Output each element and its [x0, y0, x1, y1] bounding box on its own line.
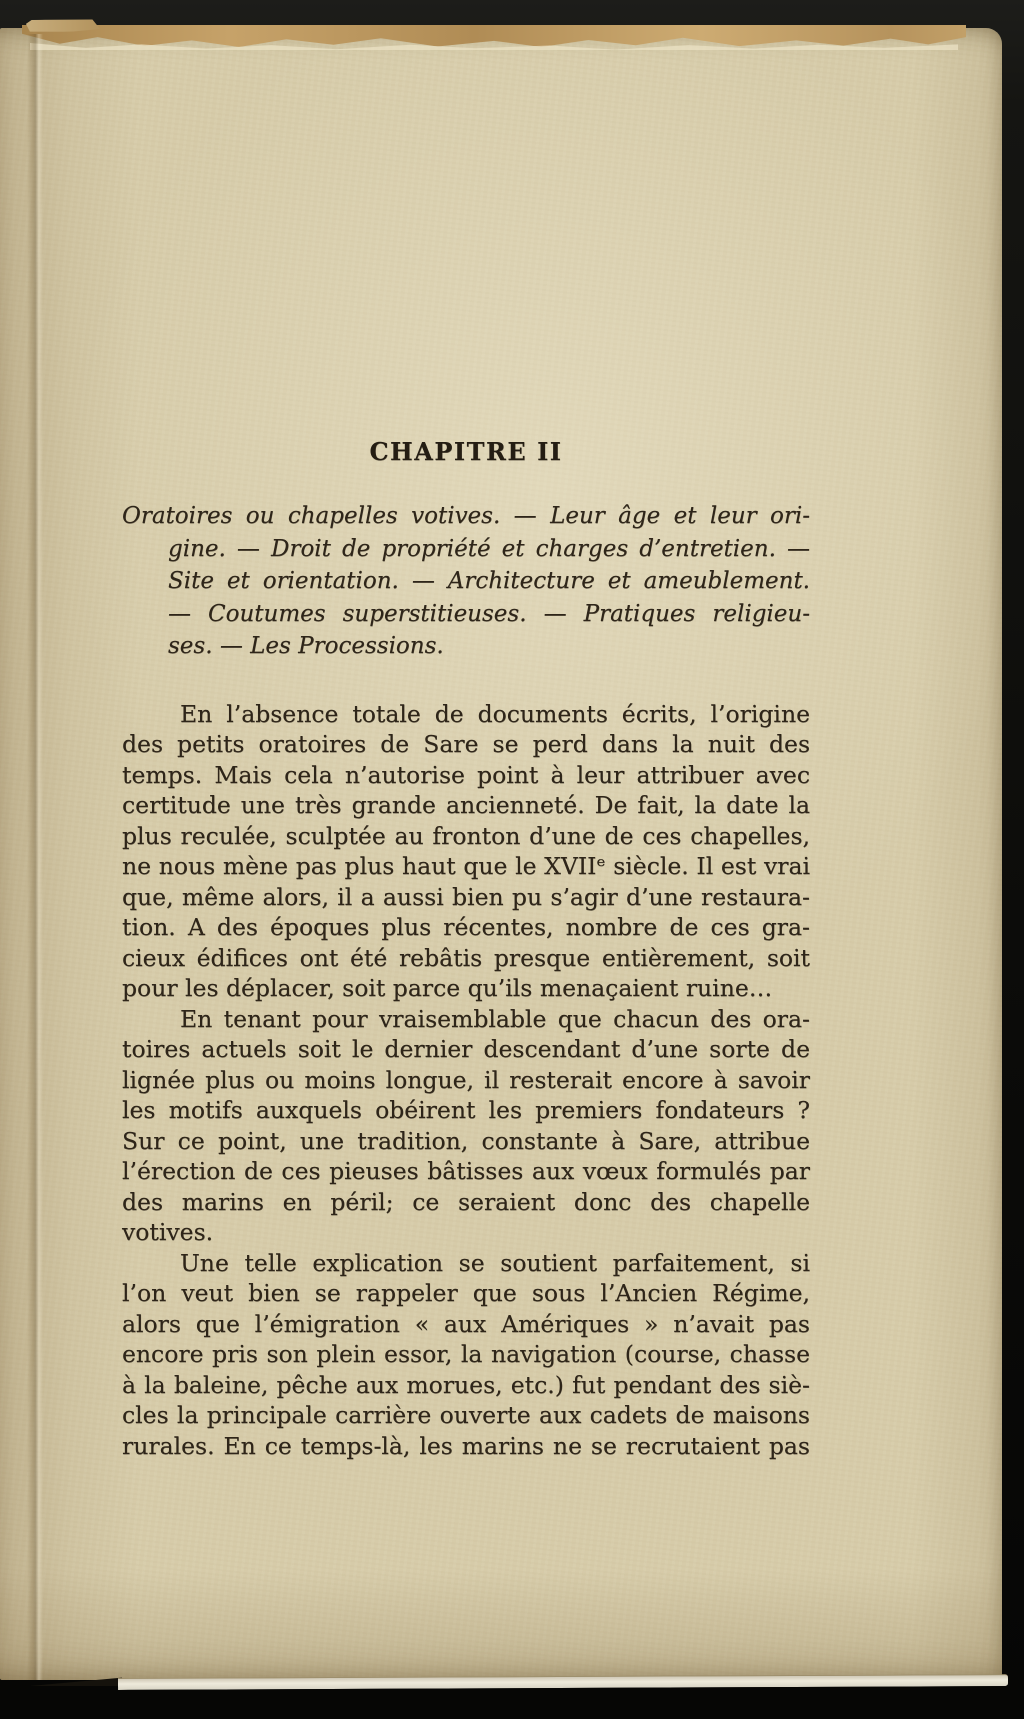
body-line: les motifs auxquels obéirent les premiers fondateurs ?: [122, 1096, 810, 1124]
summary-line: Site et orientation. — Architecture et ameublement.: [168, 568, 810, 594]
gutter-crease: [27, 34, 43, 1680]
torn-top-edge-fibers: [30, 43, 958, 50]
summary-line: — Coutumes superstitieuses. — Pratiques religieu-: [168, 600, 810, 627]
body-line: Sur ce point, une tradition, constante à Sare, attribue: [122, 1126, 810, 1155]
body-line: plus reculée, sculptée au fronton d’une de ces chapelles,: [122, 821, 810, 850]
body-line: rurales. En ce temps-là, les marins ne se recrutaient pas: [122, 1431, 810, 1460]
text-block: [122, 438, 810, 1461]
body-line: pour les déplacer, soit parce qu’ils menaçaient ruine…: [122, 974, 773, 1002]
body-line: alors que l’émigration « aux Amériques » n’avait pas: [122, 1309, 810, 1338]
chapter-heading: CHAPITRE II: [369, 437, 563, 466]
body-line: toires actuels soit le dernier descendant d’une sorte de: [122, 1035, 810, 1063]
body-paragraph: [122, 1248, 810, 1462]
under-page-edge: [118, 1674, 1008, 1690]
summary-line: Oratoires ou chapelles votives. — Leur âge et leur ori-: [122, 503, 810, 529]
body-line: l’on veut bien se rappeler que sous l’Ancien Régime,: [122, 1279, 810, 1307]
body-line: En tenant pour vraisemblable que chacun des ora-: [180, 1004, 810, 1033]
body-line: tion. A des époques plus récentes, nombre de ces gra-: [122, 913, 810, 941]
body-line: temps. Mais cela n’autorise point à leur attribuer avec: [122, 760, 810, 789]
body-line: l’érection de ces pieuses bâtisses aux vœux formulés par: [122, 1157, 810, 1185]
body-line: Une telle explication se soutient parfaitement, si: [180, 1248, 810, 1277]
summary-line: gine. — Droit de propriété et charges d’entretien. —: [168, 535, 810, 562]
body-line: cles la principale carrière ouverte aux cadets de maisons: [122, 1401, 810, 1429]
body-line: lignée plus ou moins longue, il resterait encore à savoir: [122, 1065, 810, 1094]
chapter-summary: [122, 500, 810, 663]
body-line: des marins en péril; ce seraient donc des chapelle votives.: [122, 1187, 810, 1246]
body-line: à la baleine, pêche aux morues, etc.) fut pendant des siè-: [122, 1370, 810, 1399]
torn-top-edge: [22, 25, 966, 47]
body-line: encore pris son plein essor, la navigation (course, chasse: [122, 1340, 810, 1368]
body-line: cieux édifices ont été rebâtis presque entièrement, soit: [122, 943, 810, 972]
body-line: que, même alors, il a aussi bien pu s’agir d’une restaura-: [122, 882, 810, 911]
summary-line: ses. — Les Processions.: [168, 633, 444, 659]
body-line: des petits oratoires de Sare se perd dans la nuit des: [122, 730, 810, 758]
body-line: ne nous mène pas plus haut que le XVIIᵉ siècle. Il est vrai: [122, 852, 810, 880]
page-body-text: [122, 699, 810, 1462]
body-line: En l’absence totale de documents écrits, l’origine: [180, 699, 810, 728]
body-line: certitude une très grande ancienneté. De fait, la date la: [122, 791, 810, 819]
body-paragraph: [122, 1004, 810, 1248]
body-paragraph: [122, 699, 810, 1004]
